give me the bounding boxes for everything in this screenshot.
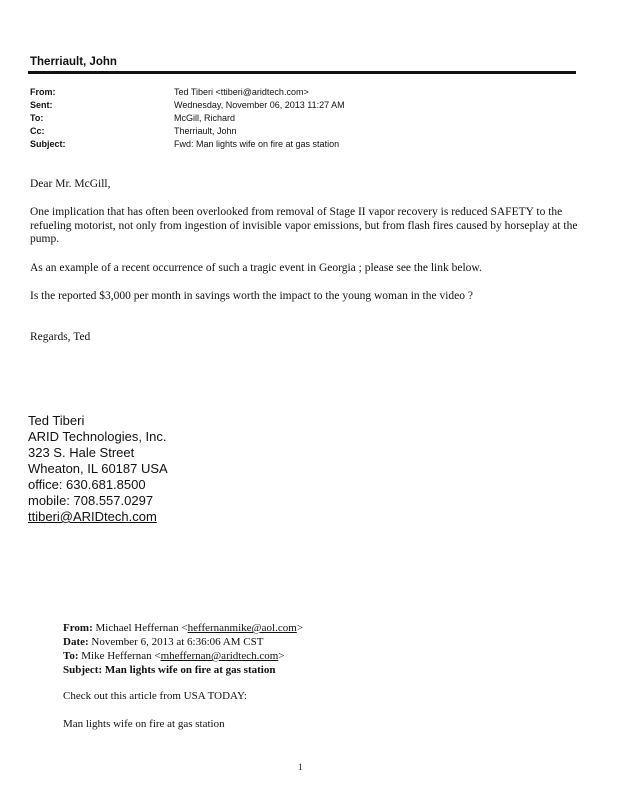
sender-name-header: Therriault, John: [30, 56, 117, 68]
forwarded-to-label: To:: [63, 650, 79, 662]
forwarded-subject-line: [63, 664, 275, 677]
signature-street: 323 S. Hale Street: [28, 445, 135, 460]
signature-mobile-phone: mobile: 708.557.0297: [28, 493, 154, 508]
forwarded-date-value: November 6, 2013 at 6:36:06 AM CST: [91, 636, 264, 648]
page-number: 1: [298, 762, 303, 772]
forwarded-to-end: >: [278, 650, 285, 662]
forwarded-article-link[interactable]: Man lights wife on fire at gas station: [63, 718, 225, 730]
from-label: From:: [30, 87, 56, 97]
subject-label: Subject:: [30, 139, 66, 149]
forwarded-from-line: [63, 622, 303, 635]
sent-value: Wednesday, November 06, 2013 11:27 AM: [174, 100, 345, 110]
cc-value: Therriault, John: [174, 126, 237, 136]
forwarded-date-line: [63, 636, 263, 649]
forwarded-from-label: From:: [63, 622, 93, 634]
signature-name: Ted Tiberi: [28, 413, 85, 428]
signature-city: Wheaton, IL 60187 USA: [28, 461, 168, 476]
forwarded-from-end: >: [296, 622, 304, 634]
forwarded-body-line-1: Check out this article from USA TODAY:: [63, 690, 247, 702]
body-paragraph-2: As an example of a recent occurrence of such a tragic event in Georgia ; please see the link below.: [30, 262, 482, 274]
forwarded-subject-label: Subject:: [63, 664, 103, 676]
forwarded-from-name: Michael Heffernan <: [95, 622, 188, 634]
closing: Regards, Ted: [30, 331, 91, 343]
forwarded-date-label: Date:: [63, 636, 89, 648]
signature-office-phone: office: 630.681.8500: [28, 477, 146, 492]
greeting: Dear Mr. McGill,: [30, 178, 111, 190]
cc-label: Cc:: [30, 126, 45, 136]
forwarded-to-email-link[interactable]: mheffernan@aridtech.com: [160, 650, 279, 662]
forwarded-subject-value: Man lights wife on fire at gas station: [104, 664, 276, 676]
signature-email-link[interactable]: ttiberi@ARIDtech.com: [28, 509, 157, 524]
sent-label: Sent:: [30, 100, 53, 110]
signature-company: ARID Technologies, Inc.: [28, 429, 167, 444]
subject-value: Fwd: Man lights wife on fire at gas station: [174, 139, 340, 149]
from-value: Ted Tiberi <ttiberi@aridtech.com>: [174, 87, 309, 97]
forwarded-to-name: Mike Heffernan <: [81, 650, 161, 662]
forwarded-to-line: [63, 650, 285, 663]
forwarded-from-email-link[interactable]: heffernanmike@aol.com: [187, 622, 297, 634]
header-rule: [28, 71, 576, 74]
to-label: To:: [30, 113, 44, 123]
body-paragraph-1: One implication that has often been overlooked from removal of Stage II vapor recovery is reduced SAFETY to the refueling motorist, not only from ingestion of invisible vapor emissions, but from flash fires caused by horseplay at the pump.: [30, 206, 578, 245]
body-paragraph-3: Is the reported $3,000 per month in savings worth the impact to the young woman in the video ?: [30, 290, 473, 302]
to-value: McGill, Richard: [174, 113, 236, 123]
signature-email-line: [28, 509, 157, 525]
